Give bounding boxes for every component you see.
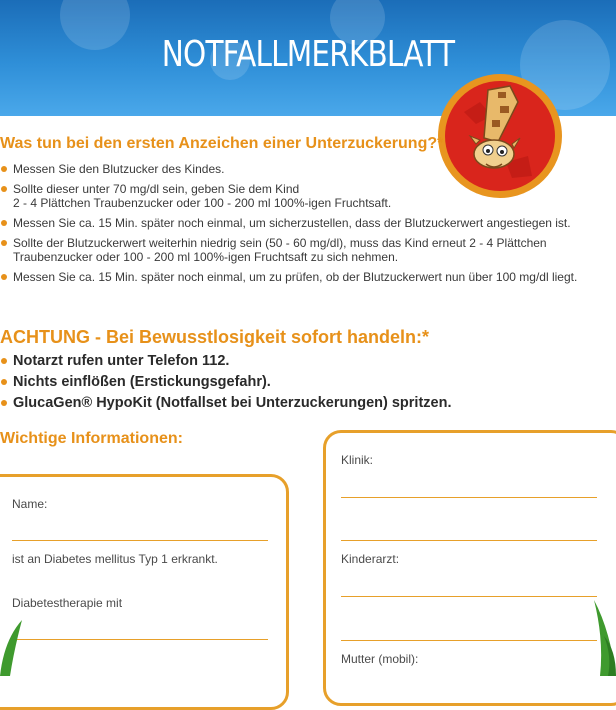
- leaf-decoration-icon: [0, 620, 26, 676]
- page-title: NOTFALLMERKBLATT: [161, 34, 455, 75]
- clinic-input-line[interactable]: [341, 497, 597, 498]
- bullet-dot-icon: [1, 220, 7, 226]
- bullet-dot-icon: [1, 240, 7, 246]
- list-item: Sollte der Blutzuckerwert weiterhin niedrig sein (50 - 60 mg/dl), muss das Kind erneut 2 - 4 Plättchen Traubenzucker oder 100 - 200 ml 100%-igen Fruchtsaft zu sich nehmen.: [0, 236, 577, 264]
- name-label: Name:: [12, 497, 48, 511]
- bullet-dot-icon: [1, 274, 7, 280]
- bullet-dot-icon: [1, 400, 7, 406]
- leaf-decoration-icon: [590, 600, 616, 676]
- mother-mobile-label: Mutter (mobil):: [341, 652, 419, 666]
- list-item: Messen Sie ca. 15 Min. später noch einmal, um sicherzustellen, dass der Blutzuckerwert angestiegen ist.: [0, 216, 577, 230]
- list-item: Sollte dieser unter 70 mg/dl sein, geben Sie dem Kind 2 - 4 Plättchen Traubenzucker oder 100 - 200 ml 100%-igen Fruchtsaft.: [0, 182, 577, 210]
- pediatrician-input-line-2[interactable]: [341, 640, 597, 641]
- bullet-dot-icon: [1, 358, 7, 364]
- diabetes-label: ist an Diabetes mellitus Typ 1 erkrankt.: [12, 552, 218, 566]
- clinic-label: Klinik:: [341, 453, 374, 467]
- hypoglycemia-steps-list: [0, 162, 577, 290]
- pediatrician-label: Kinderarzt:: [341, 552, 400, 566]
- list-item: Nichts einflößen (Erstickungsgefahr).: [0, 373, 452, 391]
- list-item: Notarzt rufen unter Telefon 112.: [0, 352, 452, 370]
- section-heading-hypoglycemia: Was tun bei den ersten Anzeichen einer Unterzuckerung?*: [0, 135, 444, 152]
- name-input-line[interactable]: [12, 540, 268, 541]
- bullet-dot-icon: [1, 166, 7, 172]
- list-item: GlucaGen® HypoKit (Notfallset bei Unterzuckerungen) spritzen.: [0, 394, 452, 412]
- bullet-dot-icon: [1, 186, 7, 192]
- emergency-actions-list: [0, 352, 452, 415]
- list-item: Messen Sie den Blutzucker des Kindes.: [0, 162, 577, 176]
- list-item: Messen Sie ca. 15 Min. später noch einmal, um zu prüfen, ob der Blutzuckerwert nun über 100 mg/dl liegt.: [0, 270, 577, 284]
- section-heading-unconscious: ACHTUNG - Bei Bewusstlosigkeit sofort handeln:*: [0, 327, 430, 347]
- therapy-label: Diabetestherapie mit: [12, 596, 123, 610]
- therapy-input-line[interactable]: [12, 639, 268, 640]
- section-heading-important-info: Wichtige Informationen:: [0, 430, 183, 447]
- bullet-dot-icon: [1, 379, 7, 385]
- clinic-input-line-2[interactable]: [341, 540, 597, 541]
- pediatrician-input-line[interactable]: [341, 596, 597, 597]
